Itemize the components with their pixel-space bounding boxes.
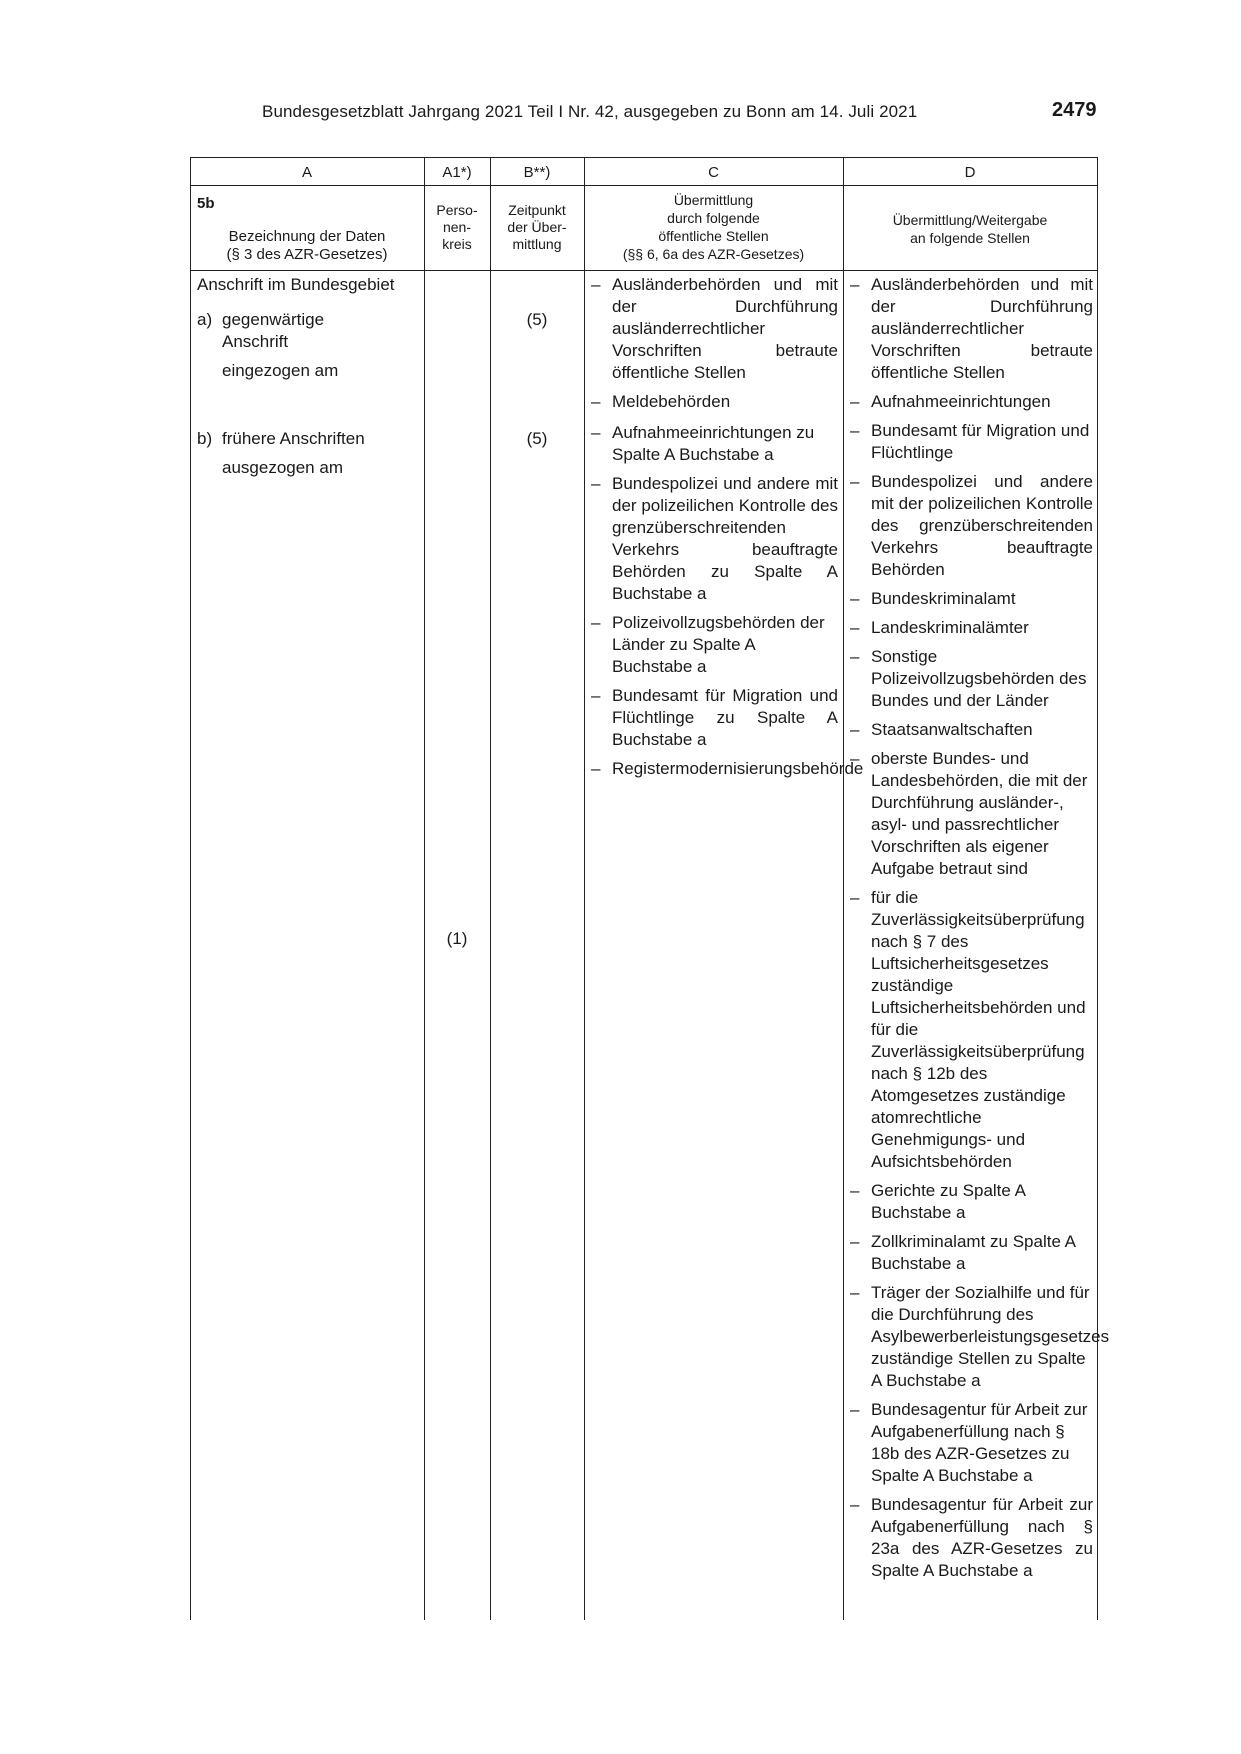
col-d-list <box>845 274 1110 1589</box>
col-d-header-line1: Übermittlung/Weitergabe <box>892 212 1048 228</box>
item-a-line2: Anschrift <box>222 332 289 351</box>
column-letter-c: C <box>708 164 719 181</box>
col-c-header-line3: öffentliche Stellen <box>658 228 769 244</box>
item-a-line3: eingezogen am <box>222 361 339 380</box>
list-item: – Bundespolizei und andere mit der polizeilichen Kontrolle des grenzüberschreitenden Verkehrs beauftragte Behörden <box>845 471 1093 581</box>
col-d-header-line2: an folgende Stellen <box>910 230 1030 246</box>
list-item: – Bundesagentur für Arbeit zur Aufgabenerfüllung nach § 18b des AZR-Gesetzes zu Spalte A Buchstabe a <box>845 1399 1093 1487</box>
gazette-header: Bundesgesetzblatt Jahrgang 2021 Teil I Nr. 42, ausgegeben zu Bonn am 14. Juli 2021 <box>262 102 918 121</box>
list-item: – Gerichte zu Spalte A Buchstabe a <box>845 1180 1093 1224</box>
list-item: – Aufnahmeeinrichtungen zu Spalte A Buchstabe a <box>586 422 838 466</box>
page-number: 2479 <box>1052 99 1097 121</box>
list-item: – Ausländerbehörden und mit der Durchführung ausländerrechtlicher Vorschriften betraute öffentliche Stellen <box>586 274 838 384</box>
column-letter-b: B**) <box>523 164 551 181</box>
item-a-line1: gegenwärtige <box>222 310 325 329</box>
list-item: – Sonstige Polizeivollzugsbehörden des Bundes und der Länder <box>845 646 1093 712</box>
col-c-list <box>586 274 864 787</box>
list-item: – Bundesamt für Migration und Flüchtlinge <box>845 420 1093 464</box>
entry-number: 5b <box>197 195 215 212</box>
header-bottom-border <box>190 270 1097 271</box>
list-item: – Bundespolizei und andere mit der polizeilichen Kontrolle des grenzüberschreitenden Verkehrs beauftragte Behörden zu Spalte A Buchstabe a <box>586 473 838 605</box>
column-divider-b-c <box>584 157 585 1620</box>
col-a-header-line1: Bezeichnung der Daten <box>228 228 386 245</box>
list-item: – Träger der Sozialhilfe und für die Durchführung des Asylbewerberleistungsgesetzes zuständige Stellen zu Spalte A Buchstabe a <box>845 1282 1093 1392</box>
header-letter-divider <box>190 185 1097 186</box>
col-a1-header-line3: kreis <box>442 236 472 252</box>
list-item: – Staatsanwaltschaften <box>845 719 1093 741</box>
col-b-header-line1: Zeitpunkt <box>508 202 566 218</box>
col-c-header-line2: durch folgende <box>667 210 760 226</box>
column-divider-c-d <box>843 157 844 1620</box>
table-left-border <box>190 157 191 1620</box>
column-letter-d: D <box>964 164 976 181</box>
list-item: – Bundeskriminalamt <box>845 588 1093 610</box>
transfer-time-a: (5) <box>526 310 548 329</box>
list-item: – für die Zuverlässigkeitsüberprüfung nach § 7 des Luftsicherheitsgesetzes zuständige Luftsicherheitsbehörden und für die Zuverlässigkeitsüberprüfung nach § 12b des Atomgesetzes zuständige atomrechtliche Genehmigungs- und Aufsichtsbehörden <box>845 887 1093 1173</box>
col-b-header-line3: mittlung <box>512 236 562 252</box>
item-b-marker: b) <box>197 429 213 448</box>
item-b-line1: frühere Anschriften <box>222 429 365 448</box>
data-category-title: Anschrift im Bundesgebiet <box>197 275 395 294</box>
list-item: – oberste Bundes- und Landesbehörden, die mit der Durchführung ausländer-, asyl- und passrechtlicher Vorschriften als eigener Aufgabe betraut sind <box>845 748 1093 880</box>
list-item: – Bundesagentur für Arbeit zur Aufgabenerfüllung nach § 23a des AZR-Gesetzes zu Spalte A Buchstabe a <box>845 1494 1093 1582</box>
column-divider-a1-b <box>490 157 491 1620</box>
column-letter-a1: A1*) <box>442 164 472 181</box>
column-divider-a-a1 <box>424 157 425 1620</box>
col-a-header-line2: (§ 3 des AZR-Gesetzes) <box>226 246 388 263</box>
table-right-border <box>1097 157 1098 1620</box>
list-item: – Landeskriminalämter <box>845 617 1093 639</box>
list-item: – Meldebehörden <box>586 391 838 413</box>
col-c-header-line4: (§§ 6, 6a des AZR-Gesetzes) <box>622 246 805 262</box>
item-b-line2: ausgezogen am <box>222 458 343 477</box>
transfer-time-b: (5) <box>526 429 548 448</box>
list-item: – Ausländerbehörden und mit der Durchführung ausländerrechtlicher Vorschriften betraute öffentliche Stellen <box>845 274 1093 384</box>
list-item: – Bundesamt für Migration und Flüchtlinge zu Spalte A Buchstabe a <box>586 685 838 751</box>
table-top-border <box>190 157 1097 158</box>
list-item: – Polizeivollzugsbehörden der Länder zu Spalte A Buchstabe a <box>586 612 838 678</box>
list-item: – Aufnahmeeinrichtungen <box>845 391 1093 413</box>
list-item: – Registermodernisierungsbehörde <box>586 758 838 780</box>
col-a1-header-line1: Perso- <box>436 202 478 218</box>
column-letter-a: A <box>301 164 312 181</box>
person-group-value: (1) <box>446 929 468 948</box>
col-c-header-line1: Übermittlung <box>673 192 754 208</box>
item-a-marker: a) <box>197 310 213 329</box>
list-item: – Zollkriminalamt zu Spalte A Buchstabe a <box>845 1231 1093 1275</box>
col-a1-header-line2: nen- <box>442 219 472 235</box>
col-b-header-line2: der Über- <box>507 219 567 235</box>
